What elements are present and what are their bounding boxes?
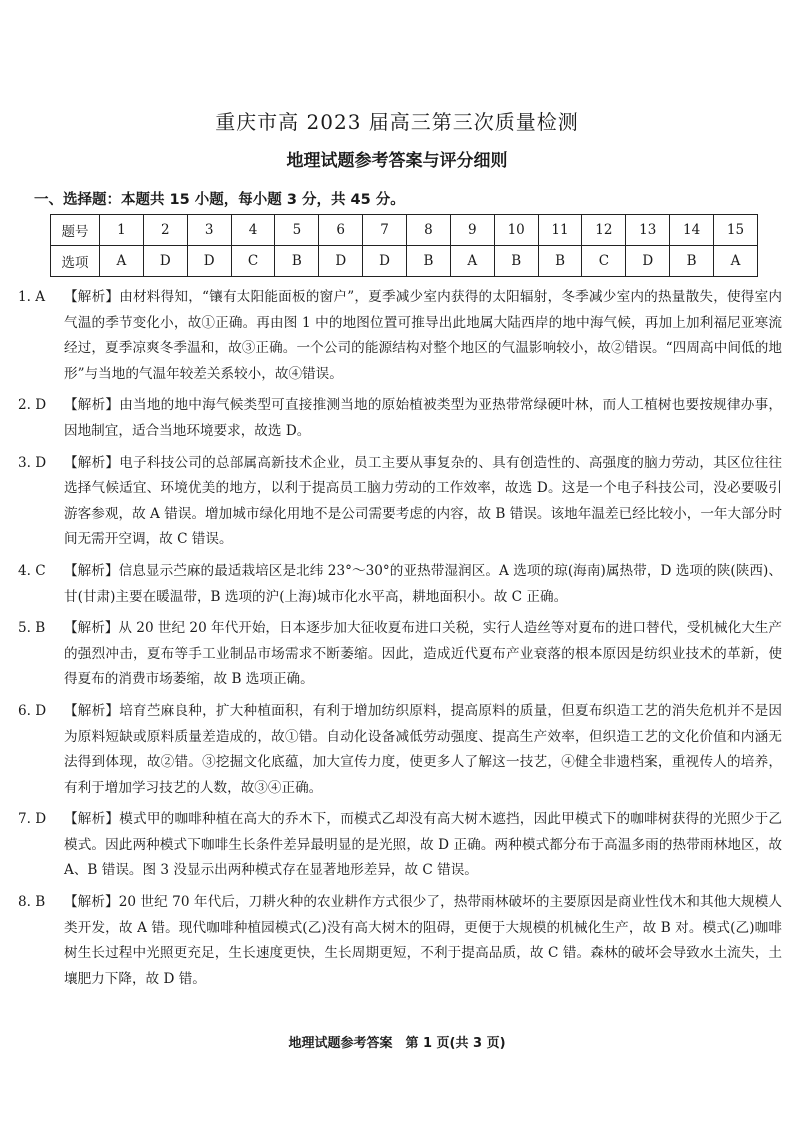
- question-number-cell: 4: [231, 215, 275, 246]
- answer-option-cell: D: [143, 246, 187, 277]
- explanation-item: [18, 699, 782, 801]
- question-number-cell: 10: [494, 215, 538, 246]
- explanation-item: [18, 559, 782, 610]
- explanation-text: 【解析】电子科技公司的总部属高新技术企业，员工主要从事复杂的、具有创造性的、高强度的脑力劳动，其区位往往选择气候适宜、环境优美的地方，以利于提高员工脑力劳动的工作效率，故选 D。这是一个电子科技公司，没必要吸引游客参观，故 A 错误。增加城市绿化用地不是公司需要考虑的内容，故 B 错误。该地年温差已经比较小，一年大部分时间无需开空调，故 C 错误。: [64, 454, 782, 548]
- answer-option-cell: C: [582, 246, 626, 277]
- question-number-cell: 11: [538, 215, 582, 246]
- explanation-label: 4. C: [18, 562, 46, 579]
- question-number-cell: 3: [187, 215, 231, 246]
- question-number-cell: 9: [450, 215, 494, 246]
- question-number-cell: 8: [407, 215, 451, 246]
- document-subtitle: 地理试题参考答案与评分细则: [286, 151, 508, 171]
- question-number-cell: 5: [275, 215, 319, 246]
- answer-option-cell: D: [363, 246, 407, 277]
- question-number-cell: 15: [714, 215, 758, 246]
- answer-option-cell: D: [319, 246, 363, 277]
- question-number-cell: 2: [143, 215, 187, 246]
- answer-option-cell: B: [494, 246, 538, 277]
- explanation-item: [18, 393, 782, 444]
- explanation-text: 【解析】从 20 世纪 20 年代开始，日本逐步加大征收夏布进口关税，实行人造丝等对夏布的进口替代，受机械化大生产的强烈冲击，夏布等手工业制品市场需求不断萎缩。因此，造成近代夏布产业衰落的根本原因是纺织业技术的革新，使得夏布的消费市场萎缩，故 B 选项正确。: [64, 620, 782, 688]
- explanation-label: 7. D: [18, 811, 47, 828]
- answer-option-cell: B: [670, 246, 714, 277]
- answer-table: [50, 214, 758, 277]
- explanation-label: 2. D: [18, 397, 47, 414]
- answer-option-cell: B: [407, 246, 451, 277]
- answer-option-cell: D: [187, 246, 231, 277]
- question-number-cell: 13: [626, 215, 670, 246]
- explanation-text: 【解析】信息显示苎麻的最适栽培区是北纬 23°～30°的亚热带湿润区。A 选项的琼(海南)属热带，D 选项的陕(陕西)、甘(甘肃)主要在暖温带，B 选项的沪(上海)城市化水平高，耕地面积小。故 C 正确。: [64, 562, 782, 605]
- answer-option-cell: A: [100, 246, 144, 277]
- explanation-label: 1. A: [18, 289, 46, 305]
- explanation-label: 5. B: [18, 620, 46, 637]
- document-title: 重庆市高 2023 届高三第三次质量检测: [215, 110, 579, 134]
- answer-option-cell: C: [231, 246, 275, 277]
- explanation-label: 3. D: [18, 454, 47, 471]
- section-heading: 一、选择题：本题共 15 小题，每小题 3 分，共 45 分。: [34, 192, 405, 208]
- explanation-text: 【解析】20 世纪 70 年代后，刀耕火种的农业耕作方式很少了，热带雨林破坏的主要原因是商业性伐木和其他大规模人类开发，故 A 错。现代咖啡种植园模式(乙)没有高大树木的阻碍，更便于大规模的机械化生产，故 B 对。模式(乙)咖啡树生长过程中光照更充足，生长速度更快，生长周期更短，不利于提高品质，故 C 错。森林的破坏会导致水土流失，土壤肥力下降，故 D 错。: [64, 894, 782, 987]
- page-footer: 地理试题参考答案 第 1 页(共 3 页): [288, 1036, 506, 1051]
- explanation-text: 【解析】模式甲的咖啡种植在高大的乔木下，而模式乙却没有高大树木遮挡，因此甲模式下的咖啡树获得的光照少于乙模式。因此两种模式下咖啡生长条件差异最明显的是光照，故 D 正确。两种模式都分布于高温多雨的热带雨林地区，故 A、B 错误。图 3 没显示出两种模式存在显著地形差异，故 C 错误。: [64, 811, 782, 879]
- explanation-label: 6. D: [18, 702, 47, 719]
- explanation-text: 【解析】由材料得知，“镶有太阳能面板的窗户”，夏季减少室内获得的太阳辐射，冬季减少室内的热量散失，使得室内气温的季节变化小，故①正确。再由图 1 中的地图位置可推导出此地属大陆西岸的地中海气候，再加上加利福尼亚寒流经过，夏季凉爽冬季温和，故③正确。一个公司的能源结构对整个地区的气温影响较小，故②错误。“四周高中间低的地形”与当地的气温年较差关系较小，故④错误。: [64, 289, 782, 382]
- explanation-text: 【解析】由当地的地中海气候类型可直接推测当地的原始植被类型为亚热带常绿硬叶林，而人工植树也要按规律办事，因地制宜，适合当地环境要求，故选 D。: [64, 397, 782, 439]
- explanation-list: [18, 285, 782, 998]
- explanation-item: [18, 616, 782, 693]
- answer-option-cell: A: [450, 246, 494, 277]
- row-label-number: 题号: [51, 215, 100, 246]
- explanation-text: 【解析】培育苎麻良种，扩大种植面积，有利于增加纺织原料，提高原料的质量，但夏布织造工艺的消失危机并不是因为原料短缺或原料质量差造成的，故①错。自动化设备减低劳动强度、提高生产效率，但织造工艺的文化价值和内涵无法得到体现，故②错。③挖掘文化底蕴，加大宣传力度，使更多人了解这一技艺，④健全非遗档案，重视传人的培养，有利于增加学习技艺的人数，故③④正确。: [64, 702, 782, 796]
- answer-option-cell: B: [538, 246, 582, 277]
- explanation-item: [18, 890, 782, 992]
- row-label-option: 选项: [51, 246, 100, 277]
- question-number-cell: 14: [670, 215, 714, 246]
- question-number-cell: 1: [100, 215, 144, 246]
- question-number-cell: 12: [582, 215, 626, 246]
- explanation-label: 8. B: [18, 894, 46, 911]
- question-number-cell: 7: [363, 215, 407, 246]
- question-number-cell: 6: [319, 215, 363, 246]
- answer-option-cell: A: [714, 246, 758, 277]
- explanation-item: [18, 285, 782, 387]
- explanation-item: [18, 807, 782, 884]
- answer-option-cell: D: [626, 246, 670, 277]
- answer-option-cell: B: [275, 246, 319, 277]
- question-number-row: [51, 215, 758, 246]
- explanation-item: [18, 451, 782, 553]
- answer-option-row: [51, 246, 758, 277]
